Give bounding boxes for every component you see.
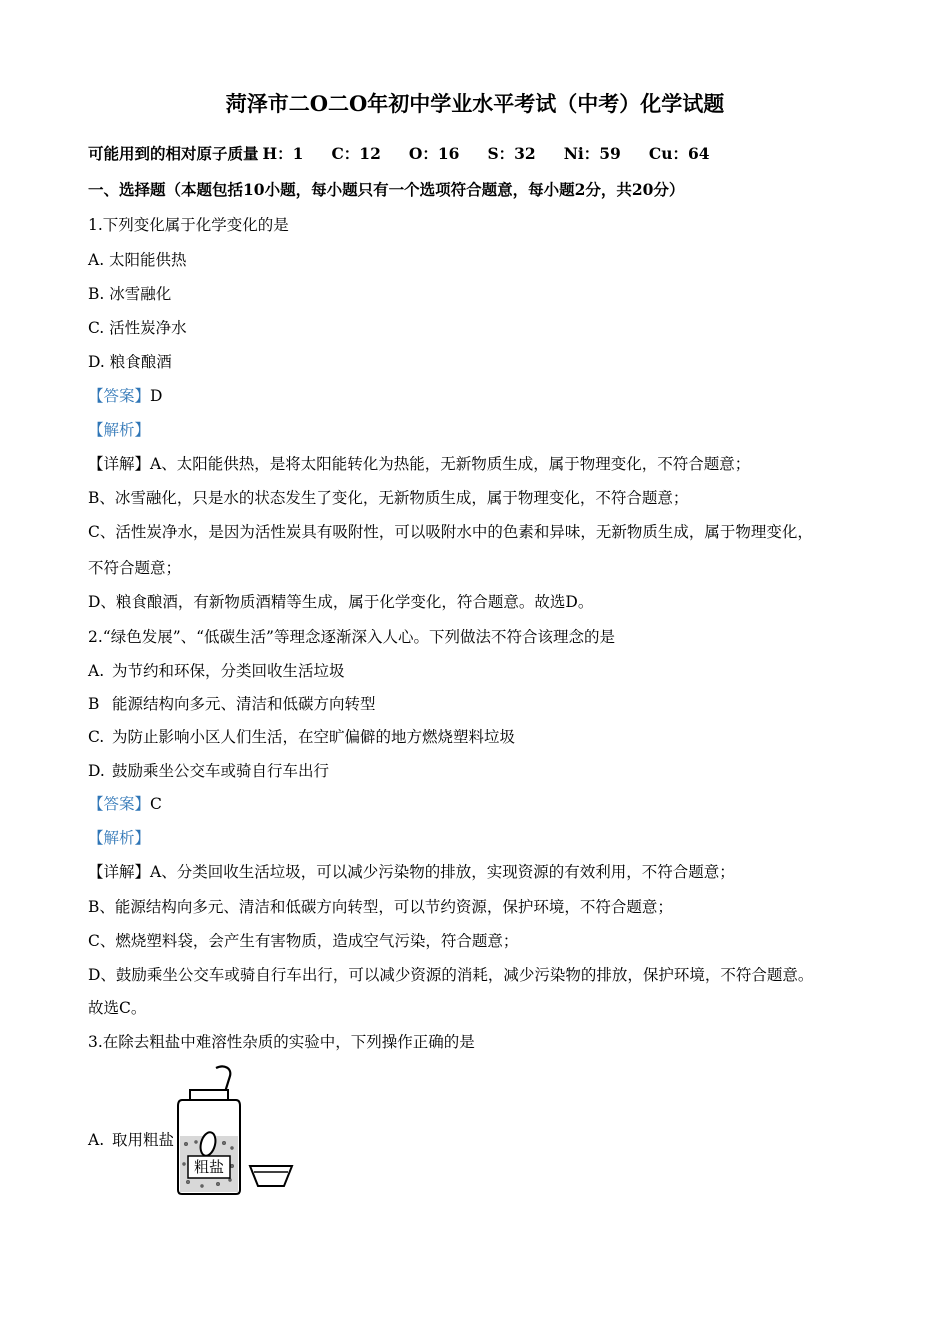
q1-answer [88,386,162,406]
atomic-mass-item: O：16 [408,144,460,163]
q3-option-a [88,1064,328,1199]
q2-detail-4: 故选C。 [88,999,147,1017]
q2-option-d [88,761,329,781]
option-text: 为节约和环保，分类回收生活垃圾 [112,662,345,680]
detail-tag: 【详解】 [88,863,151,881]
answer-value: D [150,387,163,405]
option-letter: D. [88,762,105,780]
q2-analysis-tag: 【解析】 [88,829,151,847]
q2-detail-2: C、燃烧塑料袋，会产生有害物质，造成空气污染，符合题意； [88,932,519,950]
detail-text: A、太阳能供热，是将太阳能转化为热能，无新物质生成，属于物理变化，不符合题意； [150,455,751,473]
option-text: 鼓励乘坐公交车或骑自行车出行 [112,762,330,780]
q2-option-b [88,694,376,714]
option-letter: A. [88,662,105,680]
answer-tag: 【答案】 [88,387,151,405]
q1-analysis-tag: 【解析】 [88,421,151,439]
option-letter: A. [88,1131,105,1149]
atomic-mass-label: 可能用到的相对原子质量 [88,144,259,163]
q2-option-a [88,661,345,681]
answer-value: C [150,795,162,813]
atomic-mass-item: S：32 [487,144,536,163]
section-heading: 一、选择题（本题包括10小题，每小题只有一个选项符合题意，每小题2分，共20分） [88,180,685,199]
atomic-mass-item: C：12 [331,144,381,163]
option-text: 为防止影响小区人们生活，在空旷偏僻的地方燃烧塑料垃圾 [112,728,516,746]
q1-detail-0 [88,454,750,474]
detail-tag: 【详解】 [88,455,151,473]
jar-label: 粗盐 [193,1158,225,1176]
option-text: 取用粗盐 [112,1131,175,1149]
answer-tag: 【答案】 [88,795,151,813]
q1-detail-1: B、冰雪融化，只是水的状态发生了变化，无新物质生成，属于物理变化，不符合题意； [88,489,689,507]
q1-detail-2: C、活性炭净水，是因为活性炭具有吸附性，可以吸附水中的色素和异味，无新物质生成，属于物理变化， [88,523,813,541]
detail-text: A、分类回收生活垃圾，可以减少污染物的排放，实现资源的有效利用，不符合题意； [150,863,735,881]
atomic-mass-item: Ni：59 [563,144,621,163]
option-text: 能源结构向多元、清洁和低碳方向转型 [112,695,376,713]
evaporating-dish [250,1166,292,1186]
q1-option-b: B. 冰雪融化 [88,285,172,303]
q1-stem: 1.下列变化属于化学变化的是 [88,216,289,234]
q1-option-d: D. 粮食酿酒 [88,353,172,371]
option-letter: C. [88,728,105,746]
q2-detail-3: D、鼓励乘坐公交车或骑自行车出行，可以减少资源的消耗，减少污染物的排放，保护环境，不符合题意。 [88,966,814,984]
q1-detail-3: 不符合题意； [88,559,182,577]
q1-option-c: C. 活性炭净水 [88,319,187,337]
q2-stem: 2.“绿色发展”、“低碳生活”等理念逐渐深入人心。下列做法不符合该理念的是 [88,628,615,646]
q2-option-c [88,727,515,747]
q3-stem: 3.在除去粗盐中难溶性杂质的实验中，下列操作正确的是 [88,1033,475,1051]
atomic-mass-item: Cu：64 [648,144,710,163]
q2-detail-0 [88,862,735,882]
q2-detail-1: B、能源结构向多元、清洁和低碳方向转型，可以节约资源，保护环境，不符合题意； [88,898,673,916]
jar-neck [190,1090,228,1100]
atomic-mass-line [88,144,710,164]
atomic-mass-item: H：1 [262,144,304,163]
option-letter: B [88,695,100,713]
page-title: 菏泽市二O二O年初中学业水平考试（中考）化学试题 [225,91,725,116]
q1-detail-4: D、粮食酿酒，有新物质酒精等生成，属于化学变化，符合题意。故选D。 [88,593,594,611]
salt-jar-spoon-illustration [168,1064,298,1199]
q1-option-a: A. 太阳能供热 [88,251,187,269]
q3-option-a-label [88,1130,174,1150]
q2-answer [88,794,162,814]
